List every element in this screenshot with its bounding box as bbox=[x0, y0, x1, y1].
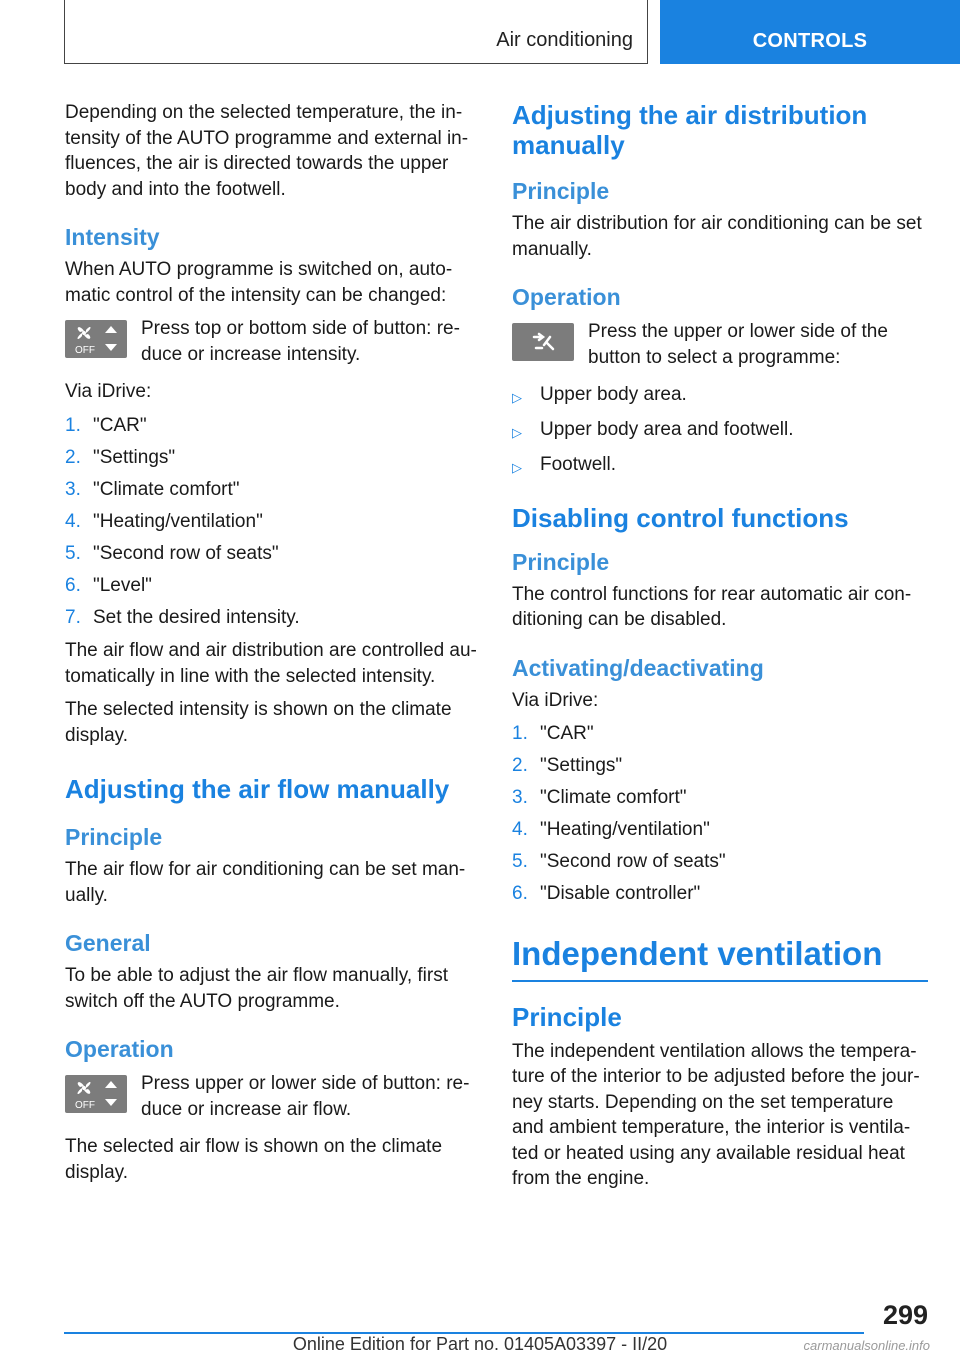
fan-off-button-icon bbox=[65, 1075, 127, 1113]
distribution-options bbox=[512, 382, 928, 481]
triangle-bullet-icon: ▷ bbox=[512, 390, 522, 405]
list-item: ▷ Footwell. bbox=[512, 452, 928, 481]
independent-principle-text: The independent ventilation allows the tempera-ture of the interior to be adjusted before the jour-ney starts. Depending on the set temperature and ambient temperature, the interior is ventila-ted or heated using any available residual heat from the engine. bbox=[512, 1040, 920, 1189]
airflow-heading: Adjusting the air flow manually bbox=[65, 774, 450, 804]
list-item: 3. "Climate comfort" bbox=[65, 478, 240, 500]
header-section-box bbox=[64, 0, 648, 64]
distribution-icon-row bbox=[512, 319, 928, 370]
list-item: 6. "Disable controller" bbox=[512, 883, 701, 904]
watermark: carmanualsonline.info bbox=[803, 1338, 930, 1353]
left-column bbox=[65, 100, 477, 1193]
list-item: 1. "CAR" bbox=[65, 414, 147, 436]
disabling-steps bbox=[512, 721, 928, 907]
disabling-principle-heading: Principle bbox=[512, 548, 610, 575]
independent-ventilation-heading: Independent ventilation bbox=[512, 935, 928, 982]
list-item: 2. "Settings" bbox=[65, 446, 176, 468]
distribution-principle-text: The air distribution for air conditioning can be set manually. bbox=[512, 213, 922, 260]
list-item: 7. Set the desired intensity. bbox=[65, 606, 300, 628]
airflow-operation-heading: Operation bbox=[65, 1036, 174, 1062]
intensity-text: When AUTO programme is switched on, auto-matic control of the intensity can be changed: bbox=[65, 259, 453, 306]
fan-off-button-icon bbox=[65, 320, 127, 358]
list-item: 6. "Level" bbox=[65, 574, 152, 596]
independent-principle-heading: Principle bbox=[512, 1001, 622, 1032]
airflow-general-heading: General bbox=[65, 930, 151, 956]
header-chapter-tab bbox=[660, 0, 960, 64]
intensity-paragraph-2: The selected intensity is shown on the climate display. bbox=[65, 699, 452, 746]
triangle-bullet-icon: ▷ bbox=[512, 425, 522, 440]
list-item: 5. "Second row of seats" bbox=[65, 542, 279, 564]
list-item: ▷ Upper body area. bbox=[512, 382, 928, 411]
activating-heading: Activating/deactivating bbox=[512, 654, 764, 681]
airflow-icon-row bbox=[65, 1071, 477, 1122]
intensity-via: Via iDrive: bbox=[65, 381, 152, 402]
airflow-principle-text: The air flow for air conditioning can be set man-ually. bbox=[65, 859, 466, 906]
intensity-heading: Intensity bbox=[65, 224, 160, 250]
distribution-operation-heading: Operation bbox=[512, 284, 621, 310]
header-chapter-title: CONTROLS bbox=[752, 30, 868, 52]
header-section-title: Air conditioning bbox=[496, 29, 633, 51]
list-item: 2. "Settings" bbox=[512, 755, 623, 776]
page-header bbox=[0, 0, 960, 66]
triangle-bullet-icon: ▷ bbox=[512, 460, 522, 475]
distribution-icon-text: Press the upper or lower side of the button to select a programme: bbox=[588, 321, 888, 368]
list-item: 1. "CAR" bbox=[512, 723, 594, 744]
list-item: 3. "Climate comfort" bbox=[512, 787, 687, 808]
air-distribution-button-icon bbox=[512, 323, 574, 361]
list-item: 4. "Heating/ventilation" bbox=[65, 510, 263, 532]
intensity-steps bbox=[65, 413, 477, 631]
intro-paragraph: Depending on the selected temperature, the in-tensity of the AUTO programme and external in-fluences, the air is directed towards the upper body and into the footwell. bbox=[65, 102, 469, 200]
icon-off-label: OFF bbox=[75, 1100, 95, 1111]
intensity-icon-text: Press top or bottom side of button: re-duce or increase intensity. bbox=[141, 318, 460, 365]
distribution-heading: Adjusting the air distribution manually bbox=[512, 100, 868, 160]
disabling-via: Via iDrive: bbox=[512, 689, 599, 711]
intensity-paragraph-1: The air flow and air distribution are controlled au-tomatically in line with the selected intensity. bbox=[65, 640, 477, 687]
airflow-display-text: The selected air flow is shown on the climate display. bbox=[65, 1136, 443, 1183]
footer-edition: Online Edition for Part no. 01405A03397 - II/20 bbox=[292, 1334, 668, 1354]
disabling-heading: Disabling control functions bbox=[512, 502, 849, 533]
distribution-principle-heading: Principle bbox=[512, 178, 610, 204]
list-item: 5. "Second row of seats" bbox=[512, 851, 726, 872]
list-item: 4. "Heating/ventilation" bbox=[512, 819, 710, 840]
page-number: 299 bbox=[882, 1300, 928, 1330]
icon-off-label: OFF bbox=[75, 345, 95, 356]
disabling-principle-text: The control functions for rear automatic air con-ditioning can be disabled. bbox=[512, 583, 912, 630]
intensity-icon-row bbox=[65, 316, 477, 367]
airflow-icon-text: Press upper or lower side of button: re-duce or increase air flow. bbox=[141, 1073, 470, 1120]
airflow-principle-heading: Principle bbox=[65, 824, 163, 850]
airflow-general-text: To be able to adjust the air flow manually, first switch off the AUTO programme. bbox=[65, 965, 449, 1012]
list-item: ▷ Upper body area and footwell. bbox=[512, 417, 928, 446]
right-column bbox=[512, 100, 928, 1200]
